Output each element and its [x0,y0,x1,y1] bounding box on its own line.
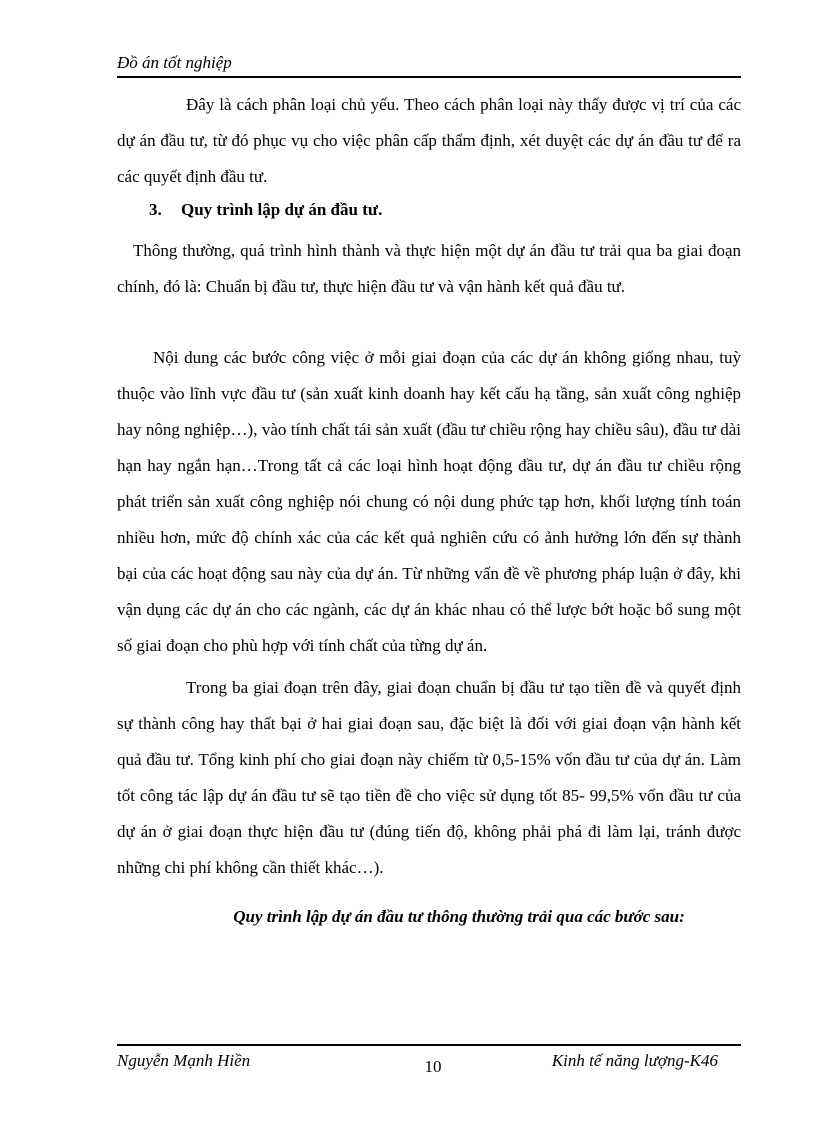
paragraph-classification: Đây là cách phân loại chủ yếu. Theo cách phân loại này thấy được vị trí của các dự án đầu tư, từ đó phục vụ cho việc phân cấp thẩm định, xét duyệt các dự án đầu tư để ra các quyết định đầu tư. [117,95,741,186]
page-number: 10 [424,1057,442,1076]
process-caption: Quy trình lập dự án đầu tư thông thường trải qua các bước sau: [233,907,685,926]
footer-divider [117,1044,741,1046]
section-heading [149,200,382,220]
header-divider [117,76,741,78]
paragraph-work-content: Nội dung các bước công việc ở mỗi giai đoạn của các dự án không giống nhau, tuỳ thuộc vào lĩnh vực đầu tư (sản xuất kinh doanh hay kết cấu hạ tầng, sản xuất công nghiệp hay nông nghiệp…), vào tính chất tái sản xuất (đầu tư chiều rộng hay chiều sâu), đầu tư dài hạn hay ngắn hạn…Trong tất cả các loại hình hoạt động đầu tư, dự án đầu tư chiều rộng phát triển sản xuất công nghiệp nói chung có nội dung phức tạp hơn, khối lượng tính toán nhiều hơn, mức độ chính xác của các kết quả nghiên cứu có ảnh hưởng lớn đến sự thành bại của các hoạt động sau này của dự án. Từ những vấn đề về phương pháp luận ở đây, khi vận dụng các dự án cho các ngành, các dự án khác nhau có thể lược bớt hoặc bổ sung một số giai đoạn cho phù hợp với tính chất của từng dự án. [117,348,741,655]
paragraph-preparation-stage: Trong ba giai đoạn trên đây, giai đoạn chuẩn bị đầu tư tạo tiền đề và quyết định sự thành công hay thất bại ở hai giai đoạn sau, đặc biệt là đối với giai đoạn vận hành kết quả đầu tư. Tổng kinh phí cho giai đoạn này chiếm từ 0,5-15% vốn đầu tư của dự án. Làm tốt công tác lập dự án đầu tư sẽ tạo tiền đề cho việc sử dụng tốt 85- 99,5% vốn đầu tư của dự án ở giai đoạn thực hiện đầu tư (đúng tiến độ, không phải phá đi làm lại, tránh được những chi phí không cần thiết khác…). [117,678,741,877]
footer-author: Nguyễn Mạnh Hiền [117,1051,251,1070]
footer-course: Kinh tế năng lượng-K46 [551,1051,718,1070]
header-title: Đồ án tốt nghiệp [117,53,232,72]
paragraph-three-stages: Thông thường, quá trình hình thành và thực hiện một dự án đầu tư trải qua ba giai đoạn chính, đó là: Chuẩn bị đầu tư, thực hiện đầu tư và vận hành kết quả đầu tư. [117,241,741,296]
section-number: 3. [149,200,162,219]
section-title: Quy trình lập dự án đầu tư. [181,200,383,219]
